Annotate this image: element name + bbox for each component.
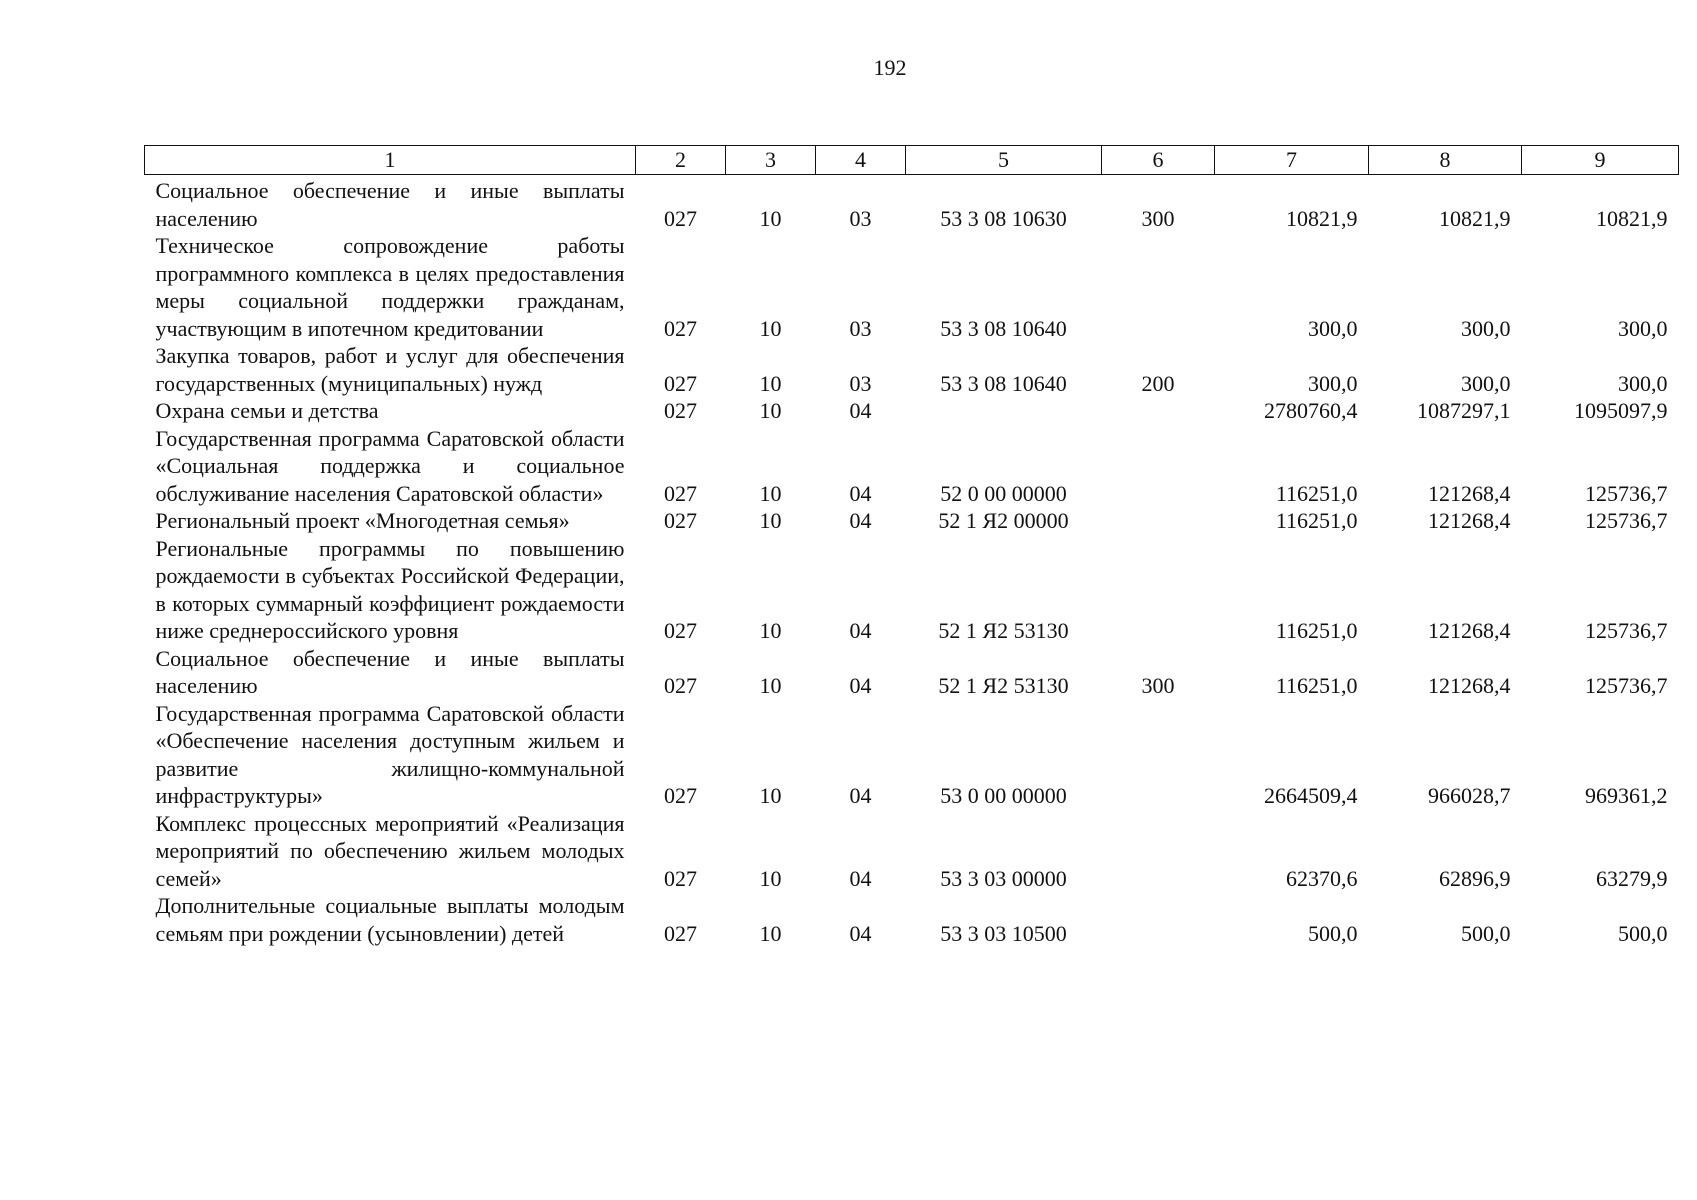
section-code: 10 bbox=[759, 508, 782, 533]
section-code: 10 bbox=[759, 618, 782, 643]
amount-year-2: 1087297,1 bbox=[1417, 398, 1511, 423]
amount-year-3: 500,0 bbox=[1618, 920, 1668, 946]
expense-type-code bbox=[1102, 397, 1215, 425]
row-name: Социальное обеспечение и иные выплаты населению bbox=[155, 645, 625, 698]
target-article-code: 52 0 00 00000 bbox=[940, 480, 1067, 506]
target-article-code: 53 3 08 10630 bbox=[940, 205, 1067, 231]
section-code: 10 bbox=[759, 783, 782, 808]
subsection-code: 04 bbox=[849, 618, 872, 643]
header-cell-5: 5 bbox=[906, 146, 1102, 175]
subsection-code: 04 bbox=[849, 673, 872, 698]
department-code: 027 bbox=[664, 508, 697, 533]
target-article-code: 53 3 08 10640 bbox=[940, 315, 1067, 341]
subsection-code: 03 bbox=[849, 315, 872, 341]
amount-year-1: 10821,9 bbox=[1286, 205, 1358, 231]
row-name: Государственная программа Саратовской области «Обеспечение населения доступным жильем и развитие жилищно-коммунальной инфраструктуры» bbox=[155, 700, 625, 808]
header-cell-2: 2 bbox=[636, 146, 726, 175]
table-row bbox=[145, 425, 1679, 508]
header-cell-8: 8 bbox=[1369, 146, 1522, 175]
header-cell-4: 4 bbox=[816, 146, 906, 175]
amount-year-2: 500,0 bbox=[1461, 920, 1511, 946]
amount-year-2: 300,0 bbox=[1461, 370, 1511, 396]
department-code: 027 bbox=[664, 205, 697, 231]
section-code: 10 bbox=[759, 865, 782, 891]
target-article-code: 53 3 03 00000 bbox=[940, 865, 1067, 891]
amount-year-2: 966028,7 bbox=[1428, 783, 1511, 808]
amount-year-3: 125736,7 bbox=[1585, 480, 1668, 506]
amount-year-1: 116251,0 bbox=[1275, 480, 1358, 506]
department-code: 027 bbox=[664, 673, 697, 698]
amount-year-2: 121268,4 bbox=[1428, 673, 1511, 698]
target-article-code: 52 1 Я2 53130 bbox=[938, 673, 1069, 698]
amount-year-3: 125736,7 bbox=[1585, 618, 1668, 643]
amount-year-3: 300,0 bbox=[1618, 315, 1668, 341]
header-cell-1: 1 bbox=[145, 146, 636, 175]
table-row bbox=[145, 892, 1679, 947]
expense-type-code bbox=[1102, 892, 1215, 947]
department-code: 027 bbox=[664, 398, 697, 423]
amount-year-3: 300,0 bbox=[1618, 370, 1668, 396]
table-row bbox=[145, 175, 1679, 233]
department-code: 027 bbox=[664, 783, 697, 808]
section-code: 10 bbox=[759, 480, 782, 506]
amount-year-1: 300,0 bbox=[1308, 370, 1358, 396]
section-code: 10 bbox=[759, 315, 782, 341]
expense-type-code bbox=[1102, 810, 1215, 893]
subsection-code: 04 bbox=[849, 480, 872, 506]
table-row bbox=[145, 535, 1679, 645]
row-name: Закупка товаров, работ и услуг для обеспечения государственных (муниципальных) нужд bbox=[155, 343, 625, 396]
target-article-code bbox=[906, 397, 1102, 425]
header-cell-6: 6 bbox=[1102, 146, 1215, 175]
amount-year-2: 121268,4 bbox=[1428, 480, 1511, 506]
amount-year-3: 969361,2 bbox=[1585, 783, 1668, 808]
amount-year-1: 116251,0 bbox=[1275, 618, 1358, 643]
amount-year-1: 300,0 bbox=[1308, 315, 1358, 341]
table-row bbox=[145, 342, 1679, 397]
subsection-code: 04 bbox=[849, 920, 872, 946]
section-code: 10 bbox=[759, 920, 782, 946]
expense-type-code: 200 bbox=[1141, 370, 1175, 396]
amount-year-2: 10821,9 bbox=[1439, 205, 1511, 231]
department-code: 027 bbox=[664, 480, 697, 506]
table-row bbox=[145, 700, 1679, 810]
expense-type-code bbox=[1102, 507, 1215, 535]
header-cell-7: 7 bbox=[1215, 146, 1369, 175]
row-name: Региональные программы по повышению рождаемости в субъектах Российской Федерации, в которых суммарный коэффициент рождаемости ниже среднероссийского уровня bbox=[155, 535, 625, 643]
subsection-code: 04 bbox=[849, 865, 872, 891]
amount-year-3: 63279,9 bbox=[1596, 865, 1668, 891]
section-code: 10 bbox=[759, 205, 782, 231]
department-code: 027 bbox=[664, 370, 697, 396]
expense-type-code bbox=[1102, 700, 1215, 810]
department-code: 027 bbox=[664, 618, 697, 643]
subsection-code: 03 bbox=[849, 205, 872, 231]
row-name: Техническое сопровождение работы программного комплекса в целях предоставления меры социальной поддержки гражданам, участвующим в ипотечном кредитовании bbox=[155, 233, 625, 341]
expense-type-code bbox=[1102, 425, 1215, 508]
table-row bbox=[145, 232, 1679, 342]
subsection-code: 03 bbox=[849, 370, 872, 396]
section-code: 10 bbox=[759, 398, 782, 423]
row-name: Социальное обеспечение и иные выплаты населению bbox=[155, 178, 625, 231]
header-cell-3: 3 bbox=[726, 146, 816, 175]
amount-year-2: 62896,9 bbox=[1439, 865, 1511, 891]
table-row bbox=[145, 810, 1679, 893]
amount-year-1: 116251,0 bbox=[1275, 508, 1358, 533]
amount-year-1: 116251,0 bbox=[1275, 673, 1358, 698]
target-article-code: 52 1 Я2 00000 bbox=[938, 508, 1069, 533]
department-code: 027 bbox=[664, 920, 697, 946]
expense-type-code: 300 bbox=[1141, 205, 1175, 231]
subsection-code: 04 bbox=[849, 783, 872, 808]
target-article-code: 53 0 00 00000 bbox=[940, 783, 1067, 808]
amount-year-1: 62370,6 bbox=[1286, 865, 1358, 891]
section-code: 10 bbox=[759, 673, 782, 698]
department-code: 027 bbox=[664, 865, 697, 891]
table-body bbox=[145, 175, 1679, 948]
target-article-code: 52 1 Я2 53130 bbox=[938, 618, 1069, 643]
row-name: Государственная программа Саратовской области «Социальная поддержка и социальное обслуживание населения Саратовской области» bbox=[155, 425, 625, 506]
amount-year-2: 121268,4 bbox=[1428, 618, 1511, 643]
target-article-code: 53 3 08 10640 bbox=[940, 370, 1067, 396]
table-header bbox=[145, 146, 1679, 175]
table-row bbox=[145, 507, 1679, 535]
amount-year-2: 121268,4 bbox=[1428, 508, 1511, 533]
row-name: Дополнительные социальные выплаты молодым семьям при рождении (усыновлении) детей bbox=[155, 893, 625, 946]
subsection-code: 04 bbox=[849, 398, 872, 423]
expense-type-code: 300 bbox=[1141, 673, 1175, 698]
subsection-code: 04 bbox=[849, 508, 872, 533]
page-number: 192 bbox=[873, 55, 907, 80]
amount-year-1: 2780760,4 bbox=[1264, 398, 1358, 423]
amount-year-1: 500,0 bbox=[1308, 920, 1358, 946]
amount-year-1: 2664509,4 bbox=[1264, 783, 1358, 808]
amount-year-3: 125736,7 bbox=[1585, 508, 1668, 533]
department-code: 027 bbox=[664, 315, 697, 341]
header-row bbox=[145, 146, 1679, 175]
amount-year-2: 300,0 bbox=[1461, 315, 1511, 341]
amount-year-3: 125736,7 bbox=[1585, 673, 1668, 698]
table-row bbox=[145, 645, 1679, 700]
row-name: Охрана семьи и детства bbox=[155, 398, 379, 423]
section-code: 10 bbox=[759, 370, 782, 396]
expense-type-code bbox=[1102, 535, 1215, 645]
budget-table bbox=[144, 145, 1679, 947]
row-name: Региональный проект «Многодетная семья» bbox=[155, 508, 570, 533]
table-row bbox=[145, 397, 1679, 425]
row-name: Комплекс процессных мероприятий «Реализация мероприятий по обеспечению жильем молодых семей» bbox=[155, 810, 625, 891]
target-article-code: 53 3 03 10500 bbox=[940, 920, 1067, 946]
header-cell-9: 9 bbox=[1522, 146, 1679, 175]
amount-year-3: 1095097,9 bbox=[1574, 398, 1668, 423]
expense-type-code bbox=[1102, 232, 1215, 342]
amount-year-3: 10821,9 bbox=[1596, 205, 1668, 231]
